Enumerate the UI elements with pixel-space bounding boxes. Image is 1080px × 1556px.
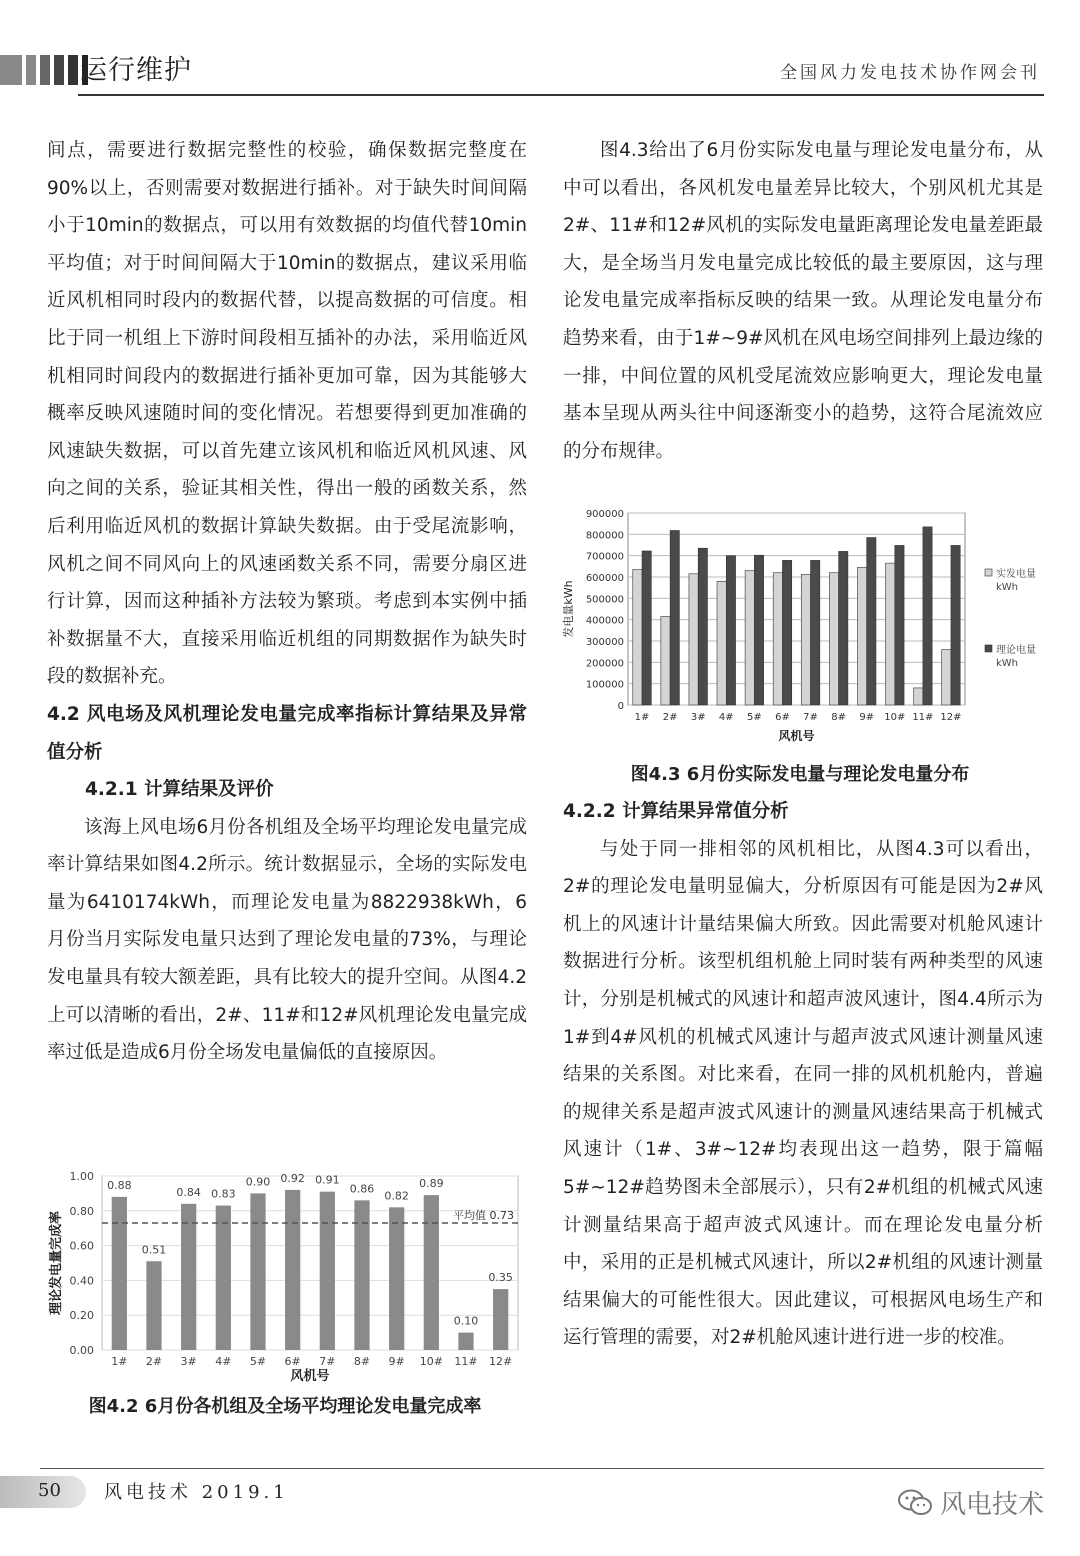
- x-tick-label: 9#: [859, 712, 875, 723]
- paragraph: 该海上风电场6月份各机组及全场平均理论发电量完成率计算结果如图4.2所示。统计数据显示，全场的实际发电量为6410174kWh，而理论发电量为8822938kWh，6月份当月实际发电量只达到了理论发电量的73%，与理论发电量具有较大额差距，具有比较大的提升空间。从图4.2上可以清晰的看出，2#、11#和12#风机理论发电量完成率过低是造成6月份全场发电量偏低的直接原因。: [47, 816, 527, 1064]
- y-tick-label: 0.20: [69, 1309, 94, 1323]
- x-tick-label: 12#: [940, 712, 962, 723]
- bar: [181, 1204, 196, 1350]
- paragraph: 图4.3给出了6月份实际发电量与理论发电量分布，从中可以看出，各风机发电量差异比较大，个别风机尤其是2#、11#和12#风机的实际发电量距离理论发电量差距最大，是全场当月发电量完成比较低的最主要原因，这与理论发电量完成率指标反映的结果一致。从理论发电量分布趋势来看，由于1#~9#风机在风电场空间排列上最边缘的一排，中间位置的风机受尾流效应影响更大，理论发电量基本呈现从两头往中间逐渐变小的趋势，这符合尾流效应的分布规律。: [563, 140, 1043, 462]
- left-column: [47, 132, 527, 1072]
- header-rule: [78, 94, 1044, 96]
- x-tick-label: 2#: [662, 712, 678, 723]
- bar-theoretical: [754, 555, 763, 705]
- bar: [250, 1193, 265, 1350]
- footer-journal: 风电技术 2019.1: [104, 1482, 289, 1503]
- figure-4-3-caption: 图4.3 6月份实际发电量与理论发电量分布: [630, 764, 970, 785]
- y-tick-label: 400000: [585, 615, 624, 627]
- y-tick-label: 0.80: [69, 1204, 94, 1218]
- legend-label-unit: kWh: [996, 582, 1019, 593]
- figure-4-2-caption: 图4.2 6月份各机组及全场平均理论发电量完成率: [88, 1396, 482, 1417]
- bar-actual: [773, 573, 782, 705]
- y-axis-title: 理论发电量完成率: [49, 1210, 64, 1316]
- data-label: 0.90: [245, 1175, 271, 1189]
- data-label: 0.35: [488, 1271, 513, 1285]
- bar-actual: [689, 574, 698, 705]
- bar-theoretical: [642, 551, 651, 705]
- y-tick-label: 300000: [585, 637, 624, 648]
- x-tick-label: 3#: [690, 712, 706, 723]
- bar-theoretical: [895, 545, 904, 705]
- page-number-tab: [0, 1476, 86, 1508]
- watermark-text: 风电技术: [939, 1490, 1044, 1520]
- x-tick-label: 1#: [111, 1355, 128, 1368]
- bar-theoretical: [811, 560, 820, 705]
- x-tick-label: 4#: [215, 1355, 232, 1368]
- y-tick-label: 0.40: [69, 1274, 94, 1288]
- header-decor-bars: [0, 55, 88, 85]
- section-title: 运行维护: [80, 55, 192, 86]
- bar: [112, 1197, 127, 1350]
- watermark: [898, 1484, 1044, 1521]
- y-tick-label: 0: [617, 701, 624, 712]
- x-tick-label: 3#: [180, 1355, 197, 1368]
- y-tick-label: 0.00: [69, 1344, 94, 1357]
- x-tick-label: 5#: [249, 1355, 267, 1368]
- bar-theoretical: [923, 527, 932, 705]
- bar-actual: [633, 570, 642, 705]
- bar-theoretical: [951, 545, 960, 705]
- right-column-bottom: [563, 793, 1043, 1357]
- page-number: 50: [38, 1480, 61, 1501]
- data-label: 0.89: [419, 1177, 444, 1191]
- bar-actual: [661, 616, 670, 705]
- bar-actual: [745, 571, 754, 705]
- bar-actual: [829, 573, 838, 705]
- y-tick-label: 800000: [585, 530, 624, 542]
- x-tick-label: 1#: [634, 712, 650, 723]
- bar-theoretical: [726, 556, 735, 705]
- bar-actual: [801, 574, 810, 705]
- x-tick-label: 12#: [489, 1355, 513, 1368]
- data-label: 0.92: [280, 1171, 305, 1185]
- bar: [389, 1207, 404, 1350]
- bar-actual: [914, 688, 923, 705]
- x-axis-title: 风机号: [778, 729, 815, 743]
- bar: [493, 1289, 508, 1350]
- x-tick-label: 8#: [353, 1355, 371, 1368]
- subsection-heading-4-2-2: 4.2.2 计算结果异常值分析: [563, 801, 789, 822]
- wechat-icon: [898, 1489, 932, 1517]
- x-tick-label: 10#: [884, 712, 906, 723]
- x-tick-label: 8#: [831, 712, 846, 723]
- y-tick-label: 900000: [585, 509, 624, 520]
- bar-theoretical: [698, 548, 707, 705]
- section-heading-4-2: 4.2 风电场及风机理论发电量完成率指标计算结果及异常值分析: [47, 703, 527, 763]
- bar: [285, 1190, 300, 1350]
- bar-theoretical: [839, 551, 848, 705]
- y-tick-label: 100000: [585, 679, 624, 691]
- y-tick-label: 600000: [585, 573, 624, 584]
- legend-swatch: [985, 645, 992, 652]
- y-tick-label: 500000: [585, 594, 624, 606]
- x-tick-label: 6#: [775, 712, 790, 723]
- x-tick-label: 11#: [454, 1355, 478, 1368]
- page-header: [0, 0, 1080, 110]
- x-tick-label: 5#: [747, 712, 762, 723]
- legend-label: 理论电量: [996, 645, 1036, 656]
- data-label: 0.84: [176, 1185, 201, 1199]
- y-tick-label: 0.60: [69, 1239, 94, 1253]
- x-axis-title: 风机号: [290, 1369, 330, 1384]
- paragraph: 与处于同一排相邻的风机相比，从图4.3可以看出，2#的理论发电量明显偏大，分析原因有可能是因为2#风机上的风速计计量结果偏大所致。因此需要对机舱风速计数据进行分析。该型机组机舱上同时装有两种类型的风速计，分别是机械式的风速计和超声波风速计，图4.4所示为1#到4#风机的机械式风速计与超声波式风速计测量风速结果的关系图。对比来看，在同一排的风机机舱内，普遍的规律关系是超声波式风速计的测量风速结果高于机械式风速计（1#、3#~12#均表现出这一趋势，限于篇幅5#~12#趋势图未全部展示），只有2#机组的机械式风速计测量结果高于超声波式风速计。而在理论发电量分析中，采用的正是机械式风速计，所以2#机组的风速计测量结果偏大的可能性很大。因此建议，可根据风电场生产和运行管理的需要，对2#机舱风速计进行进一步的校准。: [563, 838, 1043, 1349]
- chart-energy-distribution: [560, 505, 1050, 755]
- paragraph: 间点，需要进行数据完整性的校验，确保数据完整度在90%以上，否则需要对数据进行插补。对于缺失时间间隔小于10min的数据点，可以用有效数据的均值代替10min平均值；对于时间间隔大于10min的数据点，建议采用临近风机相同时段内的数据代替，以提高数据的可信度。相比于同一机组上下游时间段相互插补的办法，采用临近风机相同时间段内的数据进行插补更加可靠，因为其能够大概率反映风速随时间的变化情况。若想要得到更加准确的风速缺失数据，可以首先建立该风机和临近风机风速、风向之间的关系，验证其相关性，得出一般的函数关系，然后利用临近风机的数据计算缺失数据。由于受尾流影响，风机之间不同风向上的风速函数关系不同，需要分扇区进行计算，因而这种插补方法较为繁琐。考虑到本实例中插补数据量不大，直接采用临近机组的同期数据作为缺失时段的数据补充。: [47, 140, 527, 688]
- subsection-heading-4-2-1: 4.2.1 计算结果及评价: [85, 779, 274, 801]
- legend-label: 实发电量: [996, 569, 1036, 580]
- x-tick-label: 6#: [284, 1355, 301, 1368]
- x-tick-label: 11#: [912, 712, 934, 723]
- x-tick-label: 7#: [803, 712, 818, 723]
- legend-swatch: [985, 569, 992, 576]
- bar: [216, 1206, 231, 1350]
- y-tick-label: 200000: [585, 658, 624, 670]
- bar: [458, 1333, 473, 1350]
- bar-actual: [857, 567, 866, 705]
- footer-rule: [40, 1468, 1044, 1469]
- figure-4-3: [560, 505, 1050, 759]
- y-tick-label: 700000: [585, 551, 624, 563]
- bar: [320, 1192, 335, 1350]
- journal-name: 全国风力发电技术协作网会刊: [780, 63, 1040, 83]
- data-label: 0.91: [315, 1173, 340, 1187]
- bar: [424, 1195, 439, 1350]
- bar-actual: [886, 563, 895, 705]
- data-label: 0.82: [384, 1189, 409, 1203]
- figure-4-2: [40, 1160, 530, 1394]
- data-label: 0.51: [141, 1243, 167, 1257]
- x-tick-label: 4#: [718, 712, 734, 723]
- data-label: 0.10: [453, 1314, 479, 1328]
- data-label: 0.88: [107, 1178, 132, 1192]
- bar-theoretical: [867, 538, 876, 705]
- legend-label-unit: kWh: [996, 658, 1019, 669]
- y-tick-label: 1.00: [69, 1170, 94, 1183]
- bar-actual: [717, 581, 726, 705]
- y-axis-title: 发电量kWh: [562, 580, 575, 638]
- x-tick-label: 9#: [388, 1355, 405, 1368]
- bar-theoretical: [670, 530, 679, 705]
- bar: [146, 1261, 161, 1350]
- data-label: 0.86: [349, 1182, 375, 1196]
- average-label: 平均值 0.73: [453, 1208, 514, 1222]
- x-tick-label: 7#: [319, 1355, 336, 1368]
- x-tick-label: 10#: [419, 1355, 443, 1368]
- right-column-top: [563, 132, 1043, 470]
- bar-actual: [942, 650, 951, 705]
- x-tick-label: 2#: [145, 1355, 163, 1368]
- chart-completion-rate: [40, 1160, 530, 1390]
- data-label: 0.83: [211, 1187, 236, 1201]
- bar-theoretical: [782, 560, 791, 705]
